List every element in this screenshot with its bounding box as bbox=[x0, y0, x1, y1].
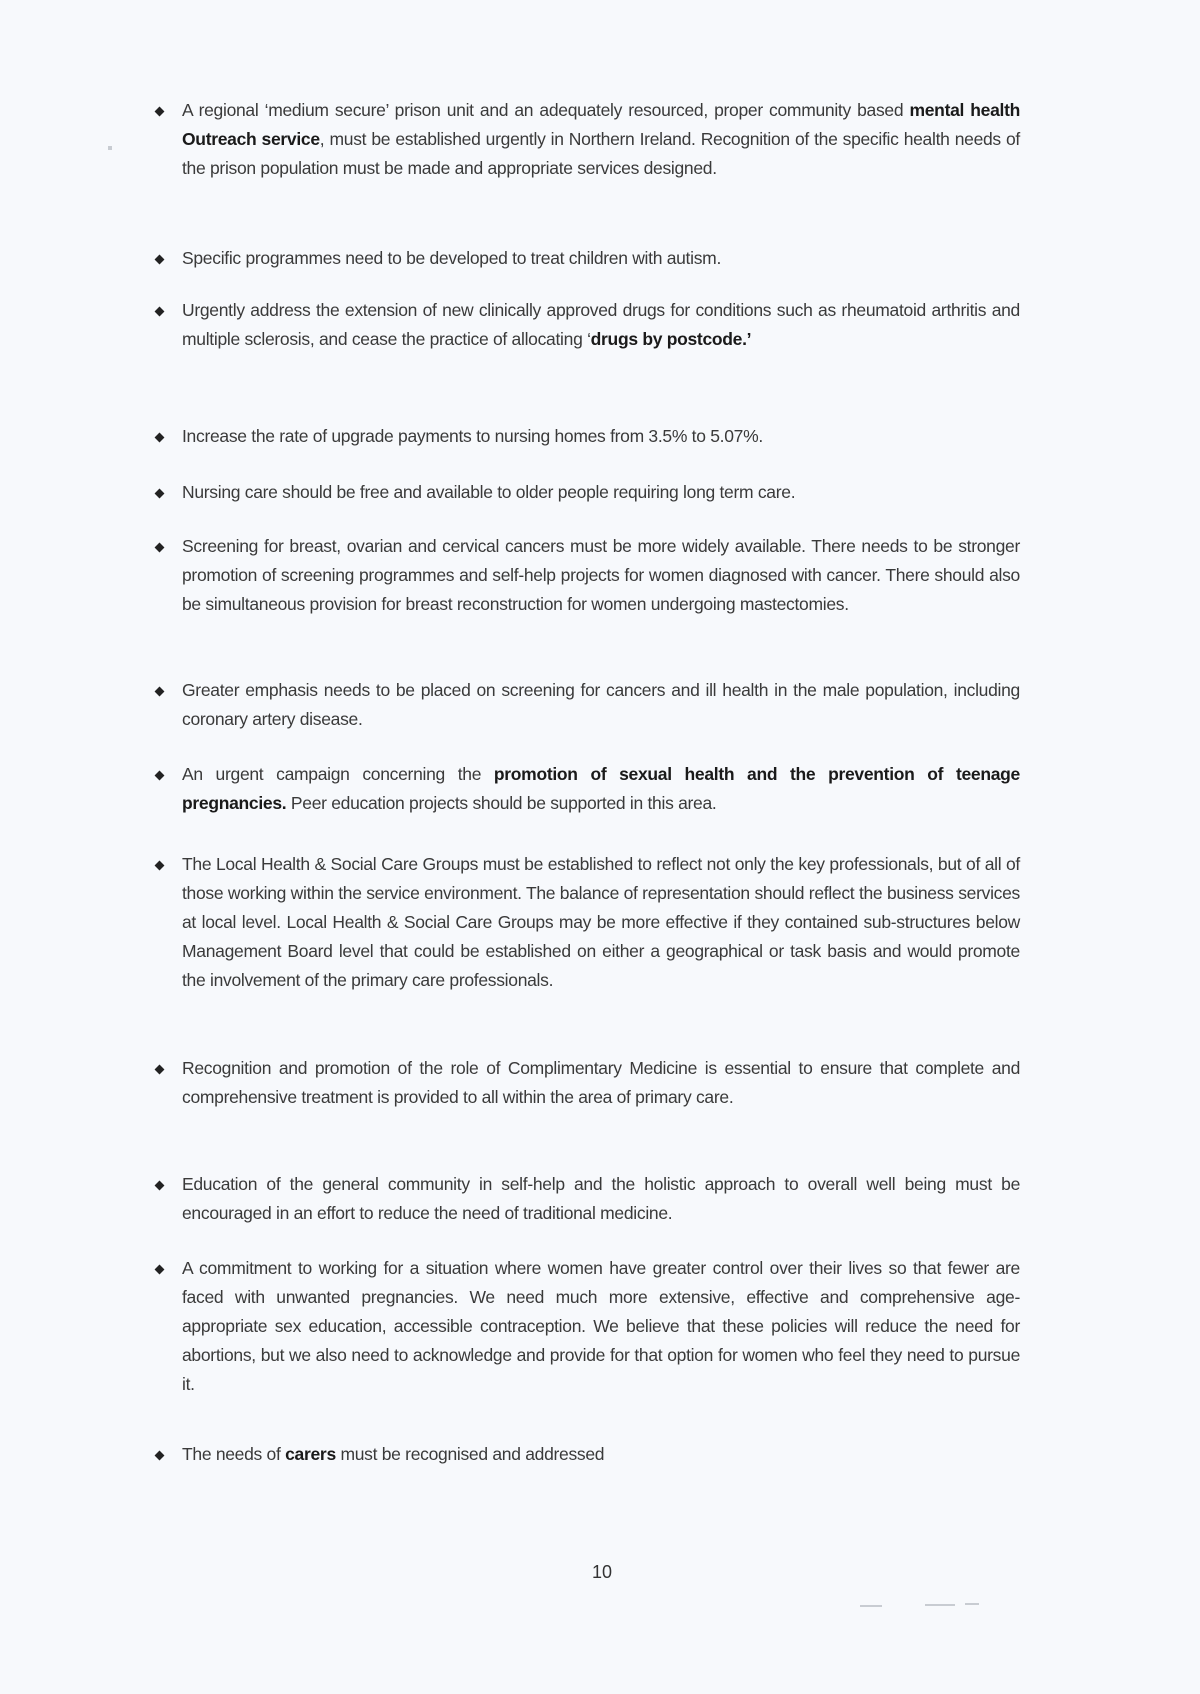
bullet-item bbox=[150, 1254, 1020, 1399]
bullet-text bbox=[182, 422, 1020, 451]
text-run: Urgently address the extension of new clinically approved drugs for conditions such as rheumatoid arthritis and multiple sclerosis, and cease the practice of allocating ‘ bbox=[182, 300, 1020, 349]
diamond-bullet-icon bbox=[155, 1265, 165, 1275]
text-run: , must be established urgently in Northern Ireland. Recognition of the specific health needs of the prison population must be made and appropriate services designed. bbox=[182, 129, 1020, 178]
bullet-text bbox=[182, 760, 1020, 818]
bullet-item bbox=[150, 760, 1020, 818]
text-run: An urgent campaign concerning the bbox=[182, 764, 494, 784]
text-run: Education of the general community in self-help and the holistic approach to overall well being must be encouraged in an effort to reduce the need of traditional medicine. bbox=[182, 1174, 1020, 1223]
text-run: The needs of bbox=[182, 1444, 286, 1464]
bullet-text bbox=[182, 296, 1020, 354]
text-run: A regional ‘medium secure’ prison unit and an adequately resourced, proper community based bbox=[182, 100, 910, 120]
page-number: 10 bbox=[592, 1562, 613, 1582]
diamond-bullet-icon bbox=[155, 543, 165, 553]
scan-artifact bbox=[860, 1605, 882, 1607]
diamond-bullet-icon bbox=[155, 687, 165, 697]
bullet-item bbox=[150, 1440, 1020, 1469]
bullet-text bbox=[182, 1254, 1020, 1399]
bullet-item bbox=[150, 676, 1020, 734]
text-run: Specific programmes need to be developed to treat children with autism. bbox=[182, 248, 721, 268]
bullet-item bbox=[150, 478, 1020, 507]
bullet-item bbox=[150, 244, 1020, 273]
text-run: Peer education projects should be supported in this area. bbox=[286, 793, 717, 813]
text-run: Increase the rate of upgrade payments to nursing homes from 3.5% to 5.07%. bbox=[182, 426, 763, 446]
text-run: Recognition and promotion of the role of Complimentary Medicine is essential to ensure that complete and comprehensive treatment is provided to all within the area of primary care. bbox=[182, 1058, 1020, 1107]
bold-text-run: mental health Outreach service bbox=[182, 100, 1020, 149]
bullet-text bbox=[182, 1170, 1020, 1228]
diamond-bullet-icon bbox=[155, 255, 165, 265]
bullet-text bbox=[182, 1440, 1020, 1469]
bullet-item bbox=[150, 296, 1020, 354]
diamond-bullet-icon bbox=[155, 307, 165, 317]
scan-artifact bbox=[108, 146, 112, 150]
diamond-bullet-icon bbox=[155, 1065, 165, 1075]
text-run: must be recognised and addressed bbox=[335, 1444, 605, 1464]
text-run: Greater emphasis needs to be placed on screening for cancers and ill health in the male population, including coronary artery disease. bbox=[182, 680, 1020, 729]
diamond-bullet-icon bbox=[155, 1181, 165, 1191]
diamond-bullet-icon bbox=[155, 107, 165, 117]
bullet-text bbox=[182, 1054, 1020, 1112]
text-run: Screening for breast, ovarian and cervical cancers must be more widely available. There needs to be stronger promotion of screening programmes and self-help projects for women diagnosed with cancer. There should also be simultaneous provision for breast reconstruction for women undergoing mastectomies. bbox=[182, 536, 1020, 614]
text-run: The Local Health & Social Care Groups must be established to reflect not only the key professionals, but of all of those working within the service environment. The balance of representation should reflect the business services at local level. Local Health & Social Care Groups may be more effective if they contained sub-structures below Management Board level that could be established on either a geographical or task basis and would promote the involvement of the primary care professionals. bbox=[182, 854, 1020, 990]
scan-artifact bbox=[965, 1603, 979, 1605]
bullet-item bbox=[150, 850, 1020, 995]
bullet-item bbox=[150, 422, 1020, 451]
text-run: A commitment to working for a situation where women have greater control over their lives so that fewer are faced with unwanted pregnancies. We need much more extensive, effective and comprehensive age-appropriate sex education, accessible contraception. We believe that these policies will reduce the need for abortions, but we also need to acknowledge and provide for that option for women who feel they need to pursue it. bbox=[182, 1258, 1020, 1394]
bullet-text bbox=[182, 244, 1020, 273]
bullet-text bbox=[182, 676, 1020, 734]
bullet-text bbox=[182, 96, 1020, 183]
diamond-bullet-icon bbox=[155, 489, 165, 499]
scan-artifact bbox=[925, 1604, 955, 1606]
text-run: Nursing care should be free and available to older people requiring long term care. bbox=[182, 482, 796, 502]
bullet-text bbox=[182, 850, 1020, 995]
diamond-bullet-icon bbox=[155, 771, 165, 781]
diamond-bullet-icon bbox=[155, 433, 165, 443]
bullet-item bbox=[150, 1170, 1020, 1228]
diamond-bullet-icon bbox=[155, 1451, 165, 1461]
bold-text-run: drugs by postcode.’ bbox=[590, 329, 752, 349]
diamond-bullet-icon bbox=[155, 861, 165, 871]
bold-text-run: carers bbox=[285, 1444, 336, 1464]
bullet-item bbox=[150, 532, 1020, 619]
bullet-text bbox=[182, 532, 1020, 619]
bullet-item bbox=[150, 96, 1020, 183]
bold-text-run: promotion of sexual health and the prevention of teenage pregnancies. bbox=[182, 764, 1020, 813]
bullet-item bbox=[150, 1054, 1020, 1112]
bullet-text bbox=[182, 478, 1020, 507]
